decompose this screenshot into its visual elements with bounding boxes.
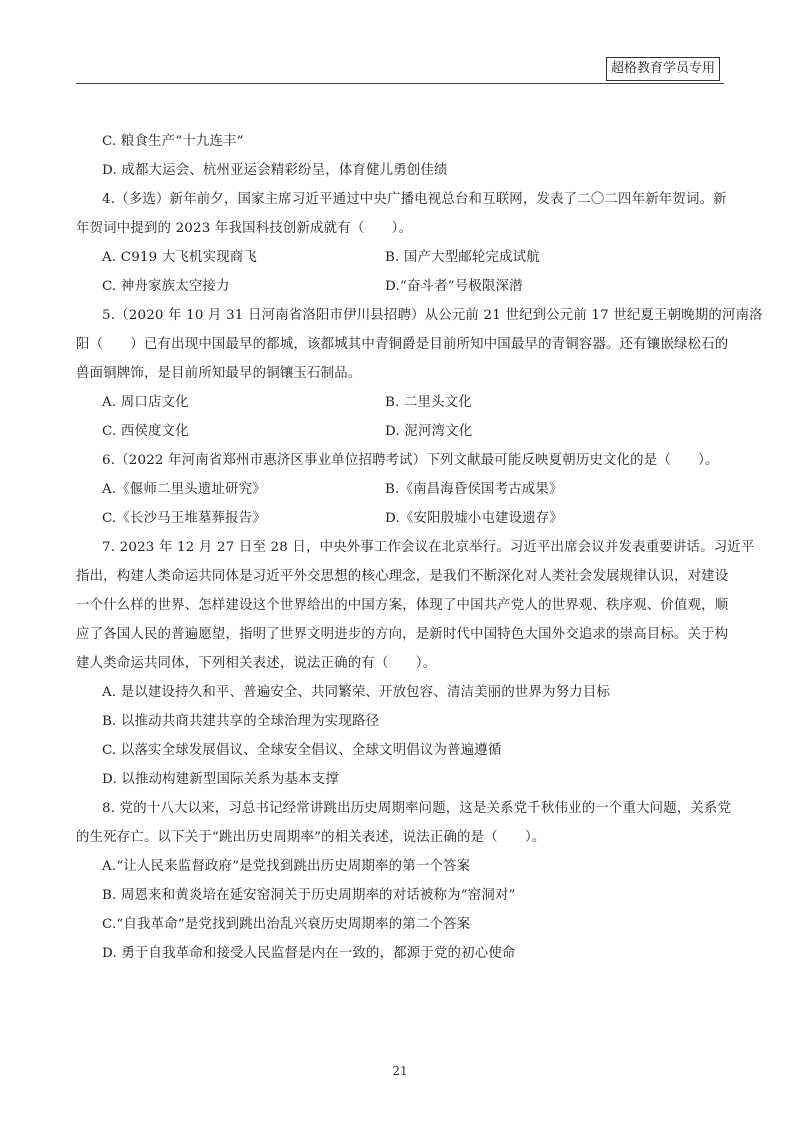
header-divider: [76, 83, 724, 84]
q6-options-row: [102, 504, 724, 533]
q8-stem: [76, 794, 732, 852]
q5-option-d: D. 泥河湾文化: [385, 424, 473, 439]
q4-option-c: C. 神舟家族太空接力: [102, 279, 230, 294]
q5-stem-line: 阳（ ）已有出现中国最早的都城，该都城其中青铜爵是目前所知中国最早的青铜容器。还有镶嵌绿松石的: [76, 337, 729, 352]
q7-option-b: B. 以推动共商共建共享的全球治理为实现路径: [102, 714, 380, 729]
q7-option-c: C. 以落实全球发展倡议、全球安全倡议、全球文明倡议为普遍遵循: [102, 743, 502, 758]
q8-stem-line: 8. 党的十八大以来，习总书记经常讲跳出历史周期率问题，这是关系党千秋伟业的一个重大问题，关系党: [102, 801, 732, 816]
q8-option-a: A.“让人民来监督政府”是党找到跳出历史周期率的第一个答案: [102, 859, 471, 874]
q3-option-d: D. 成都大运会、杭州亚运会精彩纷呈，体育健儿勇创佳绩: [102, 163, 448, 178]
q7-stem-line: 指出，构建人类命运共同体是习近平外交思想的核心理念，是我们不断深化对人类社会发展规律认识，对建设: [76, 569, 729, 584]
q5-stem-line: 兽面铜牌饰，是目前所知最早的铜镶玉石制品。: [76, 366, 362, 381]
q4-stem-line: 年贺词中提到的 2023 年我国科技创新成就有（ ）。: [76, 221, 413, 236]
page-number: 21: [392, 1064, 408, 1078]
q8-stem-line: 的生死存亡。以下关于“跳出历史周期率”的相关表述，说法正确的是（ ）。: [76, 830, 546, 845]
q6-option-b: B.《南昌海昏侯国考古成果》: [385, 482, 563, 497]
q4-options-row: [102, 243, 724, 272]
header-badge: 超格教育学员专用: [606, 57, 720, 81]
q5-stem-line: 5.（2020 年 10 月 31 日河南省洛阳市伊川县招聘）从公元前 21 世纪到公元前 17 世纪夏王朝晚期的河南洛: [102, 308, 763, 323]
q4-option-d: D.“奋斗者”号极限深潜: [385, 279, 523, 294]
q5-options-row: [102, 417, 724, 446]
q6-option-c: C.《长沙马王堆墓葬报告》: [102, 511, 266, 526]
q7-stem-line: 建人类命运共同体，下列相关表述，说法正确的有（ ）。: [76, 656, 437, 671]
q3-option-c: C. 粮食生产“十九连丰”: [102, 134, 244, 149]
q6-stem-line: 6.（2022 年河南省郑州市惠济区事业单位招聘考试）下列文献最可能反映夏朝历史文化的是（ ）。: [102, 453, 719, 468]
q5-stem: [76, 301, 763, 388]
q6-stem: [102, 446, 724, 475]
q6-option-d: D.《安阳殷墟小屯建设遗存》: [385, 511, 564, 526]
q7-stem-line: 应了各国人民的普遍愿望，指明了世界文明进步的方向，是新时代中国特色大国外交追求的崇高目标。关于构: [76, 627, 729, 642]
q4-option-a: A. C919 大飞机实现商飞: [102, 250, 257, 265]
q7-stem: [76, 533, 755, 678]
q4-stem: [76, 185, 727, 243]
q8-option-b: B. 周恩来和黄炎培在延安窑洞关于历史周期率的对话被称为“窑洞对”: [102, 888, 516, 903]
q5-option-b: B. 二里头文化: [385, 395, 472, 410]
q5-option-c: C. 西侯度文化: [102, 424, 189, 439]
q7-option-a: A. 是以建设持久和平、普遍安全、共同繁荣、开放包容、清洁美丽的世界为努力目标: [102, 685, 611, 700]
q4-options-row: [102, 272, 724, 301]
q7-stem-line: 一个什么样的世界、怎样建设这个世界给出的中国方案，体现了中国共产党人的世界观、秩序观、价值观，顺: [76, 598, 729, 613]
q5-options-row: [102, 388, 724, 417]
q5-option-a: A. 周口店文化: [102, 395, 189, 410]
q4-stem-line: 4.（多选）新年前夕，国家主席习近平通过中央广播电视总台和互联网，发表了二〇二四年新年贺词。新: [102, 192, 727, 207]
q7-stem-line: 7. 2023 年 12 月 27 日至 28 日，中央外事工作会议在北京举行。习近平出席会议并发表重要讲话。习近平: [102, 540, 755, 555]
q8-option-c: C.“自我革命”是党找到跳出治乱兴衰历史周期率的第二个答案: [102, 917, 471, 932]
q8-option-d: D. 勇于自我革命和接受人民监督是内在一致的，都源于党的初心使命: [102, 946, 516, 961]
q6-option-a: A.《偃师二里头遗址研究》: [102, 482, 266, 497]
q6-options-row: [102, 475, 724, 504]
q4-option-b: B. 国产大型邮轮完成试航: [385, 250, 540, 265]
q7-option-d: D. 以推动构建新型国际关系为基本支撑: [102, 772, 339, 787]
question-content: [76, 127, 763, 968]
